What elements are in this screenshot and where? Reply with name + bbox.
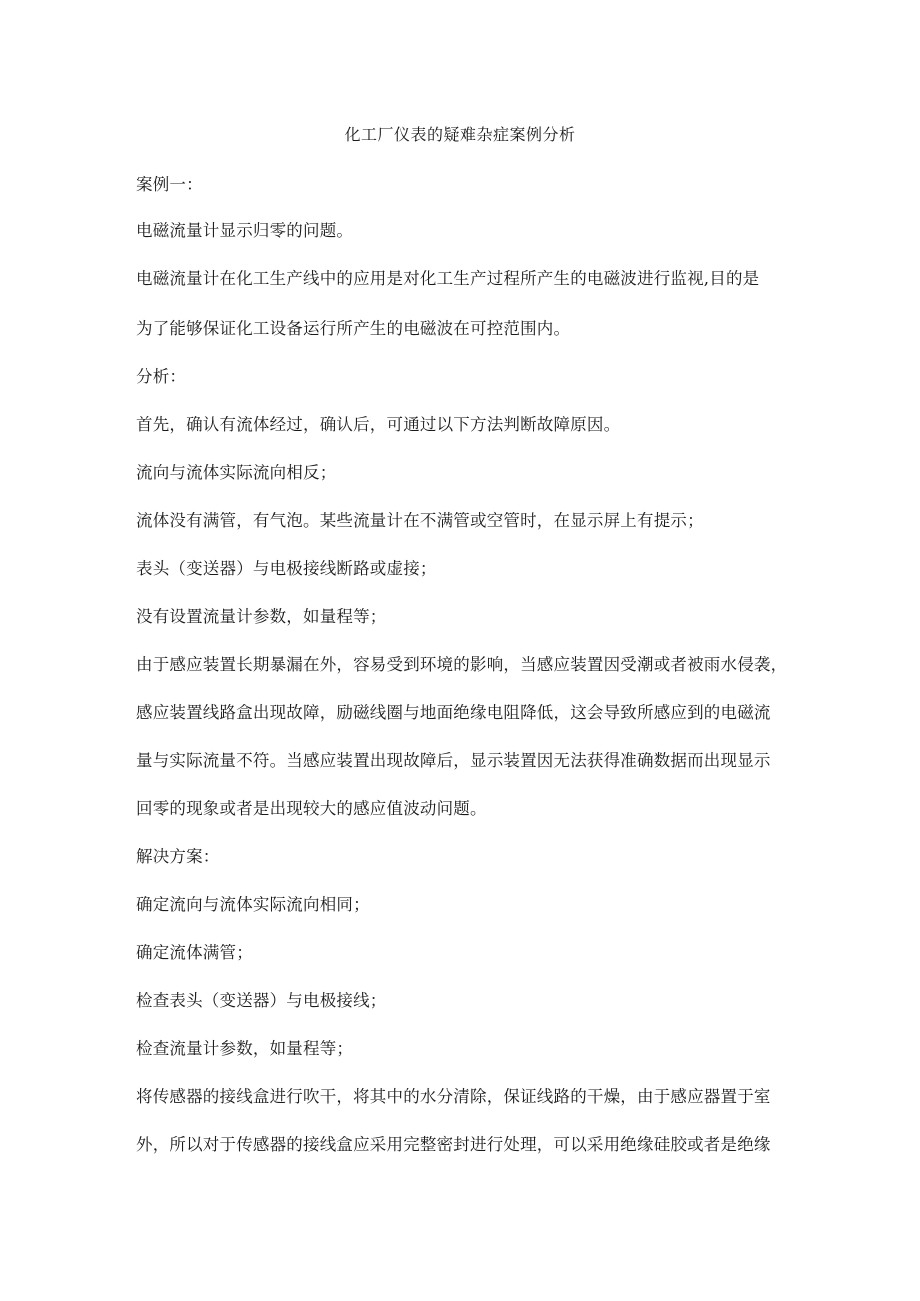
list-item: 确定流体满管； [136, 943, 253, 962]
analysis-heading: 分析： [136, 367, 187, 386]
list-item: 流向与流体实际流向相反； [136, 463, 337, 482]
paragraph-line: 感应装置线路盒出现故障，励磁线圈与地面绝缘电阻降低，这会导致所感应到的电磁流 [136, 703, 771, 722]
paragraph-line: 将传感器的接线盒进行吹干，将其中的水分清除，保证线路的干燥，由于感应器置于室 [136, 1087, 771, 1106]
list-item: 检查表头（变送器）与电极接线； [136, 991, 387, 1010]
paragraph-line: 量与实际流量不符。当感应装置出现故障后，显示装置因无法获得准确数据而出现显示 [136, 751, 771, 770]
list-item: 流体没有满管，有气泡。某些流量计在不满管或空管时，在显示屏上有提示； [136, 511, 704, 530]
list-item: 检查流量计参数，如量程等； [136, 1039, 354, 1058]
paragraph-line: 首先，确认有流体经过，确认后，可通过以下方法判断故障原因。 [136, 415, 621, 434]
solution-heading: 解决方案： [136, 847, 220, 866]
paragraph-line: 外，所以对于传感器的接线盒应采用完整密封进行处理，可以采用绝缘硅胶或者是绝缘 [136, 1135, 771, 1154]
problem-title: 电磁流量计显示归零的问题。 [136, 221, 354, 240]
list-item: 表头（变送器）与电极接线断路或虚接； [136, 559, 437, 578]
list-item: 没有设置流量计参数，如量程等； [136, 607, 387, 626]
paragraph-line: 电磁流量计在化工生产线中的应用是对化工生产过程所产生的电磁波进行监视,目的是 [136, 269, 760, 288]
paragraph-line: 由于感应装置长期暴漏在外，容易受到环境的影响，当感应装置因受潮或者被雨水侵袭， [136, 655, 788, 674]
paragraph-line: 为了能够保证化工设备运行所产生的电磁波在可控范围内。 [136, 319, 571, 338]
paragraph-line: 回零的现象或者是出现较大的感应值波动问题。 [136, 799, 487, 818]
case-heading: 案例一： [136, 175, 203, 194]
list-item: 确定流向与流体实际流向相同； [136, 895, 370, 914]
document-title: 化工厂仪表的疑难杂症案例分析 [344, 125, 576, 144]
